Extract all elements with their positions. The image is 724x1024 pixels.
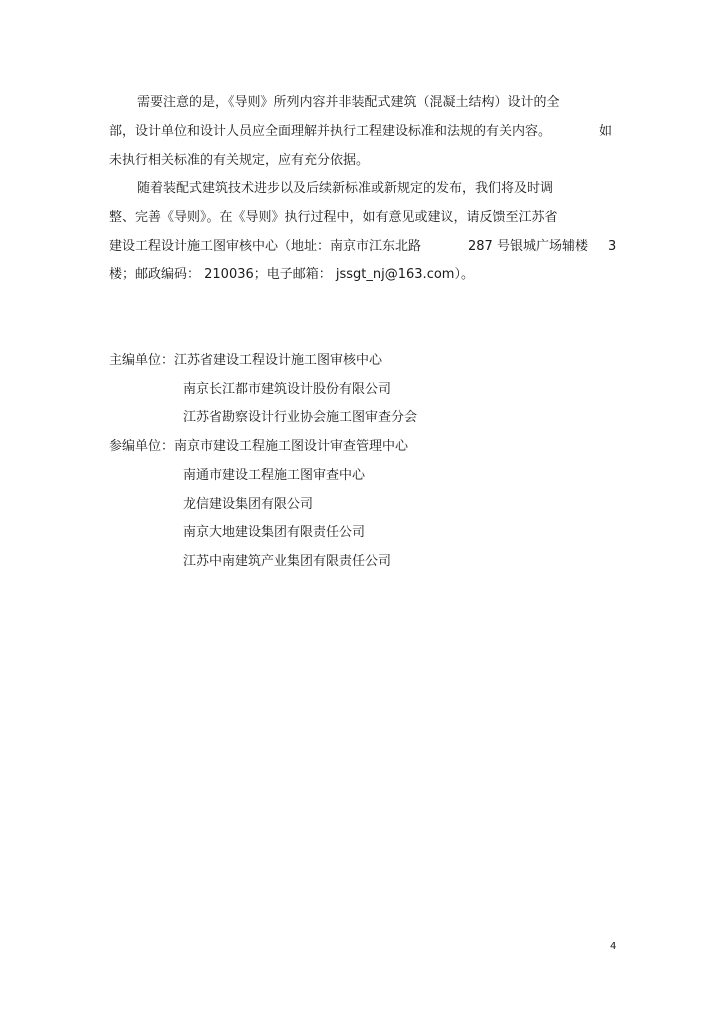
notice-paragraph-line-3: 未执行相关标准的有关规定，应有充分依据。	[109, 153, 370, 168]
feedback-paragraph-line-4: 楼；邮政编码： 210036；电子邮箱： jssgt_nj@163.com）。	[109, 267, 474, 282]
notice-paragraph-line-2: 部，设计单位和设计人员应全面理解并执行工程建设标准和法规的有关内容。	[109, 124, 552, 139]
chief-editor-org-3: 江苏省勘察设计行业协会施工图审查分会	[183, 410, 418, 425]
notice-paragraph-line-1: 需要注意的是，《导则》所列内容并非装配式建筑（混凝土结构）设计的全	[137, 95, 560, 110]
page-number: 4	[610, 941, 617, 952]
feedback-paragraph-line-3-address: 287 号银城广场辅楼	[468, 239, 588, 254]
participant-editor-line: 参编单位：南京市建设工程施工图设计审查管理中心	[109, 439, 409, 454]
participant-org-4: 南京大地建设集团有限责任公司	[183, 525, 366, 540]
chief-editor-org-2: 南京长江都市建筑设计股份有限公司	[183, 382, 392, 397]
participant-org-3: 龙信建设集团有限公司	[183, 497, 314, 512]
participant-org-5: 江苏中南建筑产业集团有限责任公司	[183, 554, 392, 569]
notice-paragraph-line-2-tail: 如	[599, 124, 613, 139]
feedback-paragraph-line-1: 随着装配式建筑技术进步以及后续新标准或新规定的发布，我们将及时调	[137, 181, 554, 196]
chief-editor-line: 主编单位：江苏省建设工程设计施工图审核中心	[109, 353, 383, 368]
feedback-paragraph-line-3: 建设工程设计施工图审核中心（地址：南京市江东北路	[109, 239, 422, 254]
participant-org-2: 南通市建设工程施工图审查中心	[183, 468, 366, 483]
feedback-paragraph-line-2: 整、完善《导则》。在《导则》执行过程中，如有意见或建议，请反馈至江苏省	[109, 210, 558, 225]
feedback-paragraph-line-3-tail: 3	[608, 239, 617, 254]
